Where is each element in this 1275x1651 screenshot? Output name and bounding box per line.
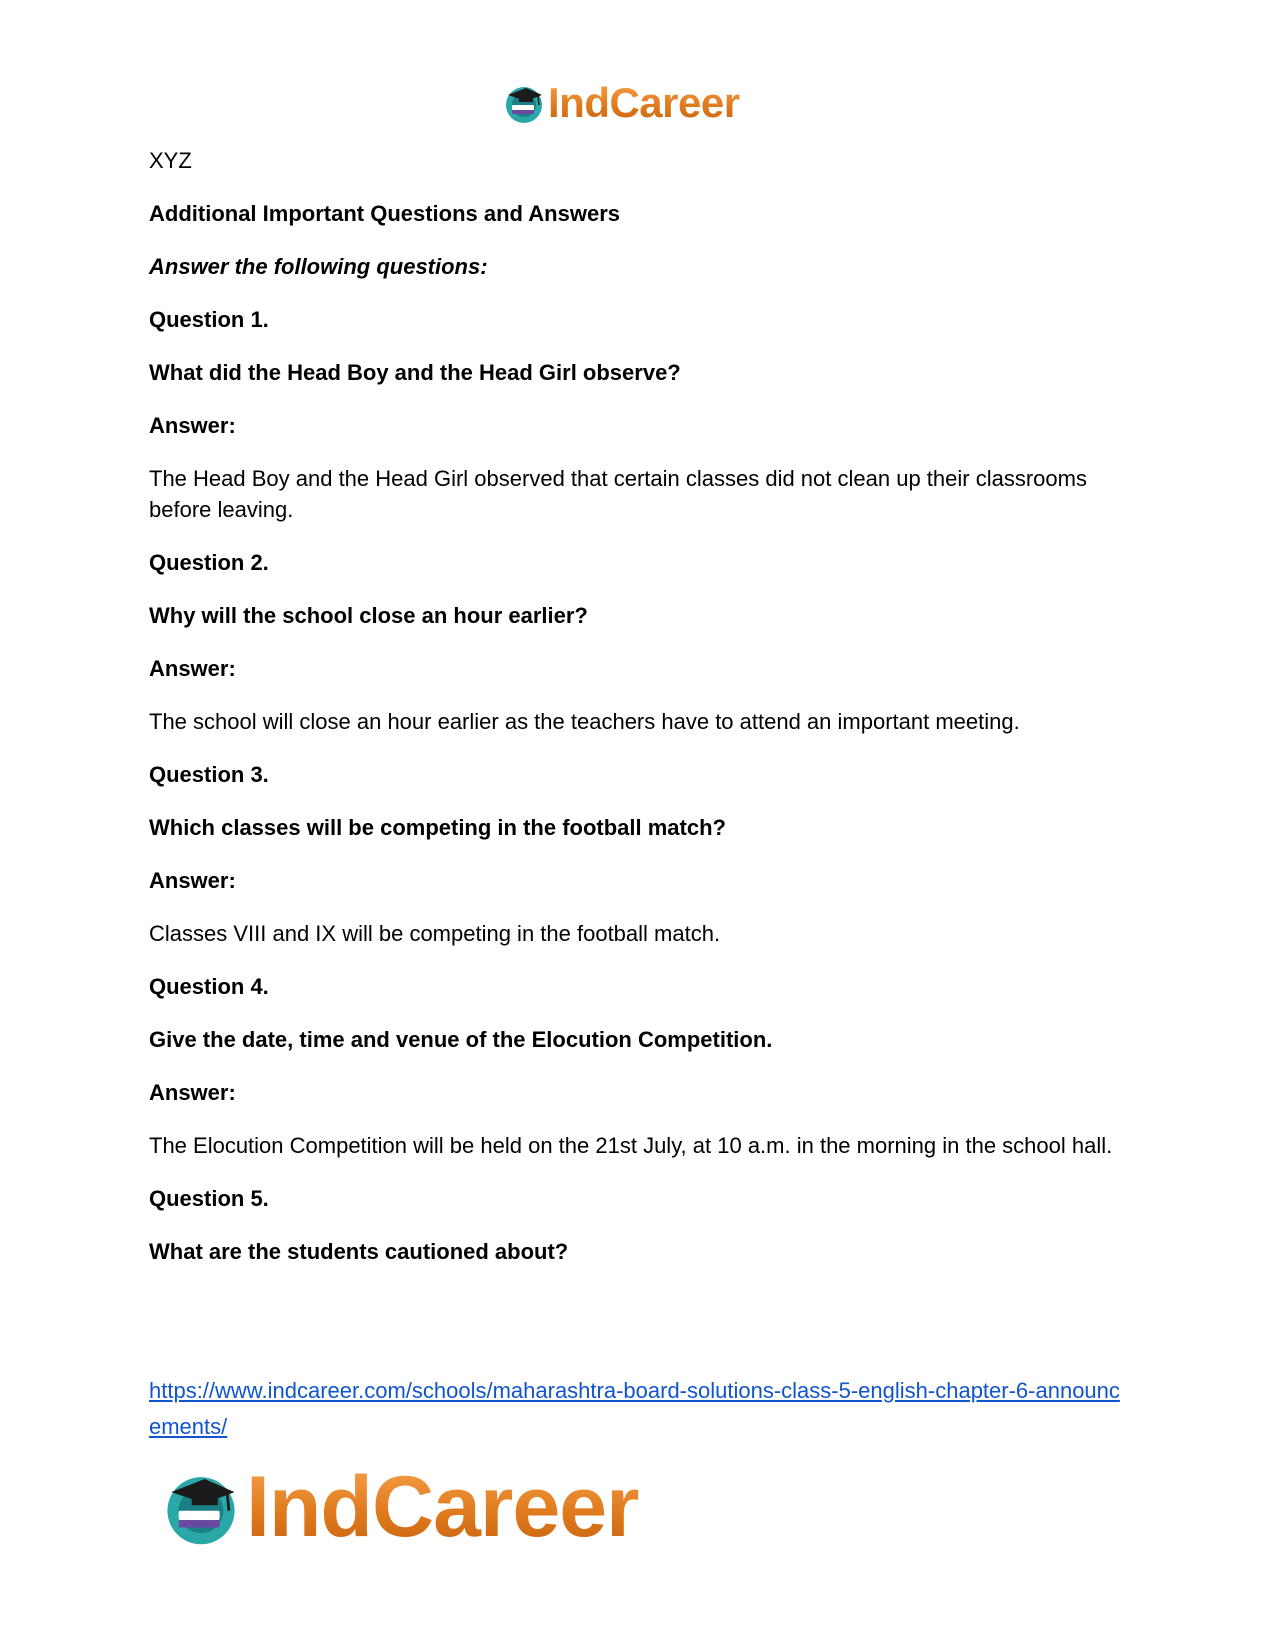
question-text: Which classes will be competing in the football match?	[149, 815, 726, 840]
question-label: Question 3.	[149, 762, 269, 787]
doc-code: XYZ	[149, 148, 192, 173]
question-label: Question 4.	[149, 974, 269, 999]
answer-label: Answer:	[149, 1080, 236, 1105]
answer-text: Classes VIII and IX will be competing in the football match.	[149, 921, 721, 946]
question-text: What are the students cautioned about?	[149, 1239, 569, 1264]
answer-text: The Elocution Competition will be held on the 21st July, at 10 a.m. in the morning in the school hall.	[149, 1133, 1113, 1158]
doc-heading: Additional Important Questions and Answers	[149, 201, 621, 226]
question-label: Question 5.	[149, 1186, 269, 1211]
answer-text: The school will close an hour earlier as the teachers have to attend an important meeting.	[149, 709, 1020, 734]
answer-text: The Head Boy and the Head Girl observed that certain classes did not clean up their classrooms before leaving.	[149, 466, 1087, 522]
question-text: Give the date, time and venue of the Elocution Competition.	[149, 1027, 773, 1052]
answer-label: Answer:	[149, 656, 236, 681]
graduation-cap-globe-icon	[502, 81, 546, 125]
answer-label: Answer:	[149, 868, 236, 893]
source-url-link[interactable]: https://www.indcareer.com/schools/maharashtra-board-solutions-class-5-english-chapter-6-announcements/	[149, 1378, 1120, 1439]
answer-label: Answer:	[149, 413, 236, 438]
question-text: Why will the school close an hour earlier?	[149, 603, 588, 628]
question-text: What did the Head Boy and the Head Girl observe?	[149, 360, 681, 385]
document-body	[149, 145, 1129, 1267]
question-label: Question 1.	[149, 307, 269, 332]
footer-logo-text: IndCareer	[246, 1459, 639, 1555]
header-logo-text: IndCareer	[548, 79, 740, 126]
graduation-cap-globe-icon	[160, 1466, 242, 1548]
header-logo	[502, 78, 740, 128]
doc-instruction: Answer the following questions:	[149, 254, 488, 279]
question-label: Question 2.	[149, 550, 269, 575]
footer-logo	[160, 1459, 639, 1555]
